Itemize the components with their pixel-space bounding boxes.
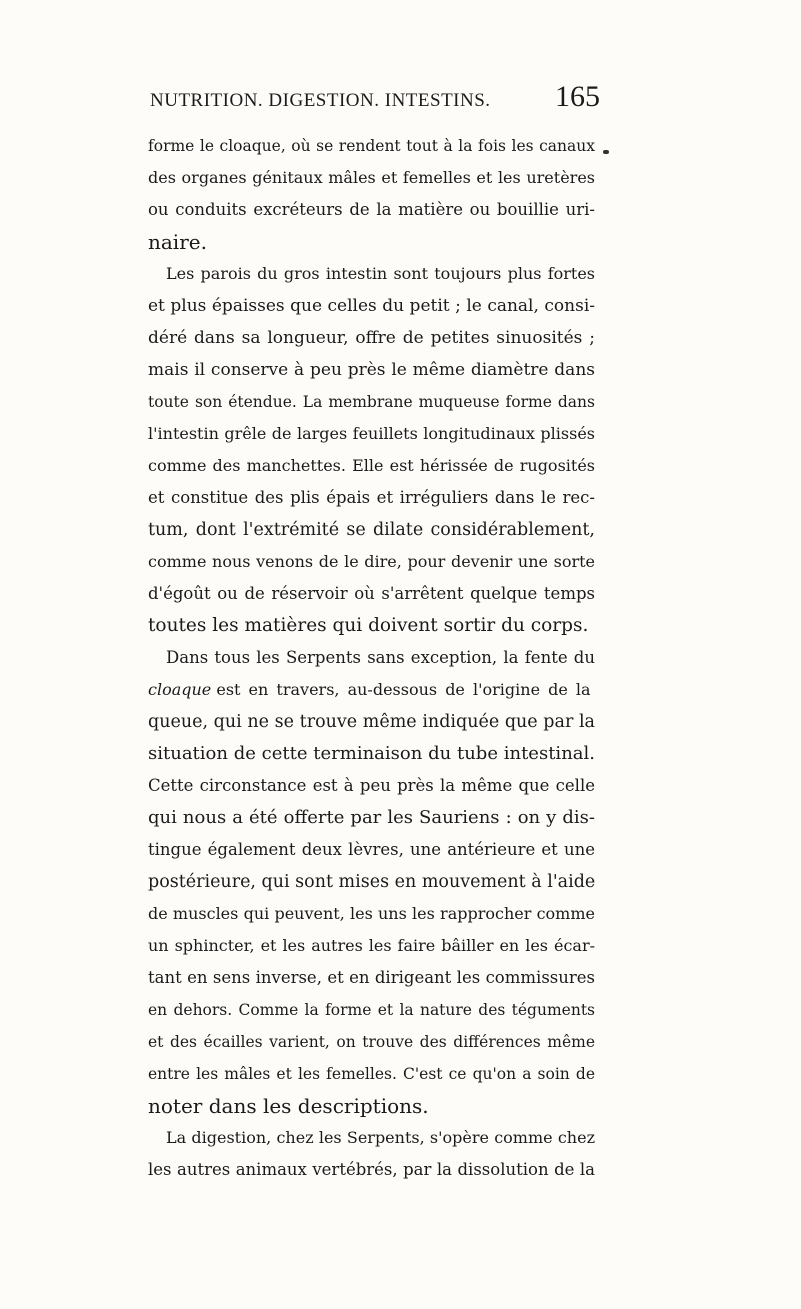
text-line-rest: est en travers, au-dessous de l'origine de la: [216, 680, 591, 699]
text-line: toutes les matières qui doivent sortir du corps.: [148, 615, 589, 636]
text-line: entre les mâles et les femelles. C'est ce qu'on a soin de: [148, 1065, 595, 1083]
text-line: qui nous a été offerte par les Sauriens : on y dis-: [148, 807, 595, 828]
text-line: un sphincter, et les autres les faire bâiller en les écar-: [148, 936, 595, 955]
text-line: naire.: [148, 230, 207, 254]
text-line: et constitue des plis épais et irréguliers dans le rec-: [148, 488, 595, 507]
text-line: comme nous venons de le dire, pour devenir une sorte: [148, 552, 595, 571]
text-line: La digestion, chez les Serpents, s'opère comme chez: [166, 1128, 595, 1147]
text-line: ou conduits excréteurs de la matière ou bouillie uri-: [148, 200, 595, 219]
text-line: noter dans les descriptions.: [148, 1094, 429, 1118]
italic-term: cloaque: [148, 680, 212, 699]
text-line: tant en sens inverse, et en dirigeant les commissures: [148, 968, 595, 987]
text-line-with-italic: [148, 676, 595, 712]
text-line: de muscles qui peuvent, les uns les rapprocher comme: [148, 904, 595, 923]
text-line: postérieure, qui sont mises en mouvement à l'aide: [148, 872, 596, 892]
text-line: des organes génitaux mâles et femelles et les uretères: [148, 168, 595, 187]
text-line: queue, qui ne se trouve même indiquée que par la: [148, 712, 595, 732]
text-line: l'intestin grêle de larges feuillets longitudinaux plissés: [148, 424, 595, 443]
text-line: comme des manchettes. Elle est hérissée de rugosités: [148, 456, 595, 475]
text-line: Les parois du gros intestin sont toujours plus fortes: [166, 264, 595, 283]
text-line: toute son étendue. La membrane muqueuse forme dans: [148, 393, 595, 411]
text-line: forme le cloaque, où se rendent tout à la fois les canaux: [148, 137, 595, 155]
text-line: d'égoût ou de réservoir où s'arrêtent quelque temps: [148, 584, 595, 603]
text-line: Dans tous les Serpents sans exception, la fente du: [166, 648, 595, 667]
text-line: et plus épaisses que celles du petit ; le canal, consi-: [148, 296, 595, 316]
text-line: les autres animaux vertébrés, par la dissolution de la: [148, 1160, 595, 1179]
text-line: mais il conserve à peu près le même diamètre dans: [148, 360, 595, 380]
text-line: et des écailles varient, on trouve des différences même: [148, 1033, 595, 1051]
text-line: tum, dont l'extrémité se dilate considérablement,: [148, 520, 595, 540]
text-line: en dehors. Comme la forme et la nature des téguments: [148, 1001, 595, 1019]
page-number: 165: [555, 80, 600, 113]
text-line: déré dans sa longueur, offre de petites sinuosités ;: [148, 328, 595, 348]
running-title: NUTRITION. DIGESTION. INTESTINS.: [150, 90, 491, 111]
text-line: tingue également deux lèvres, une antérieure et une: [148, 840, 595, 859]
text-line: Cette circonstance est à peu près la même que celle: [148, 776, 595, 795]
text-line: situation de cette terminaison du tube intestinal.: [148, 743, 595, 764]
